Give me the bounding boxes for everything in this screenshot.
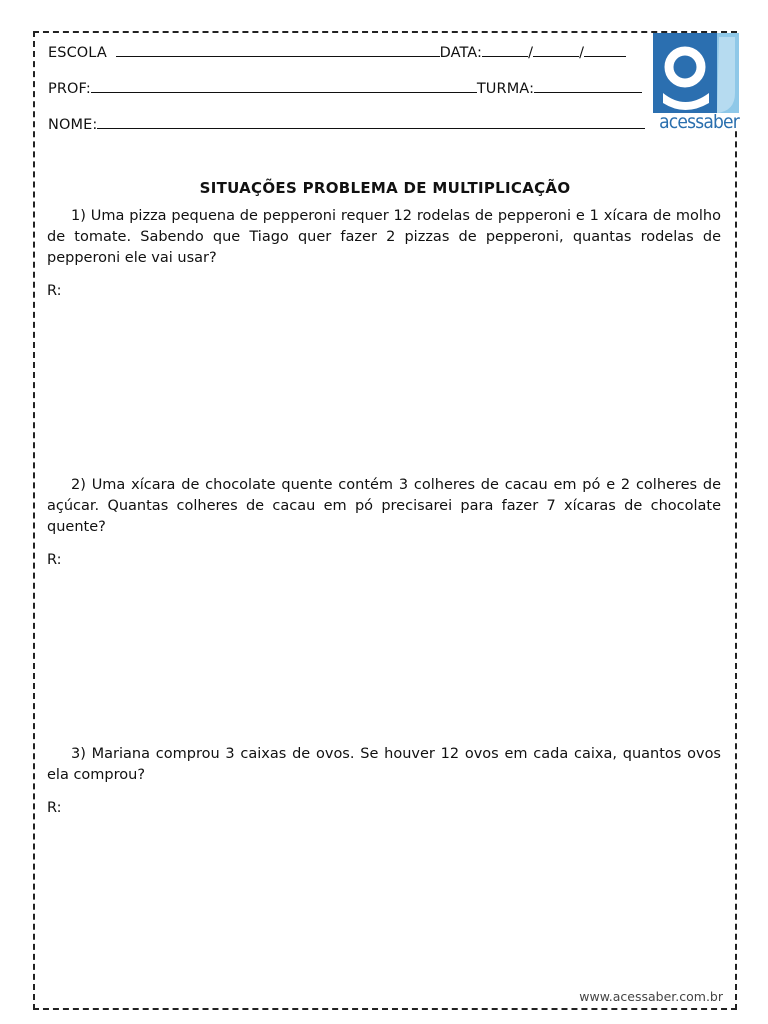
escola-label: ESCOLA	[48, 45, 107, 61]
data-label: DATA:	[439, 45, 483, 61]
date-year-field[interactable]	[584, 55, 626, 57]
answer-label-2: R:	[47, 552, 62, 568]
answer-label-1: R:	[47, 283, 62, 299]
worksheet-frame	[33, 31, 737, 1010]
nome-field[interactable]	[97, 127, 645, 129]
header-row-escola	[48, 45, 626, 61]
turma-field[interactable]	[534, 91, 642, 93]
question-2: 2) Uma xícara de chocolate quente contém 3 colheres de cacau em pó e 2 colheres de açúcar. Quantas colheres de cacau em pó precisarei para fazer 7 xícaras de chocolate quente?	[47, 477, 721, 535]
date-separator: /	[528, 45, 534, 61]
date-month-field[interactable]	[533, 55, 579, 57]
turma-label: TURMA:	[476, 81, 535, 97]
answer-label-3: R:	[47, 800, 62, 816]
date-day-field[interactable]	[482, 55, 528, 57]
header-row-prof	[48, 81, 642, 97]
footer-url: www.acessaber.com.br	[579, 989, 723, 1004]
date-separator: /	[579, 45, 585, 61]
question-1: 1) Uma pizza pequena de pepperoni requer 12 rodelas de pepperoni e 1 xícara de molho de tomate. Sabendo que Tiago quer fazer 2 pizzas de pepperoni, quantas rodelas de pepperoni ele vai usar?	[47, 208, 721, 266]
prof-field[interactable]	[91, 91, 477, 93]
escola-field[interactable]	[116, 55, 440, 57]
nome-label: NOME:	[48, 117, 98, 133]
prof-label: PROF:	[48, 81, 91, 97]
header-row-nome	[48, 117, 645, 133]
question-3: 3) Mariana comprou 3 caixas de ovos. Se houver 12 ovos em cada caixa, quantos ovos ela comprou?	[47, 746, 721, 783]
logo-text: acessaber	[659, 111, 739, 133]
worksheet-title: SITUAÇÕES PROBLEMA DE MULTIPLICAÇÃO	[199, 179, 571, 197]
